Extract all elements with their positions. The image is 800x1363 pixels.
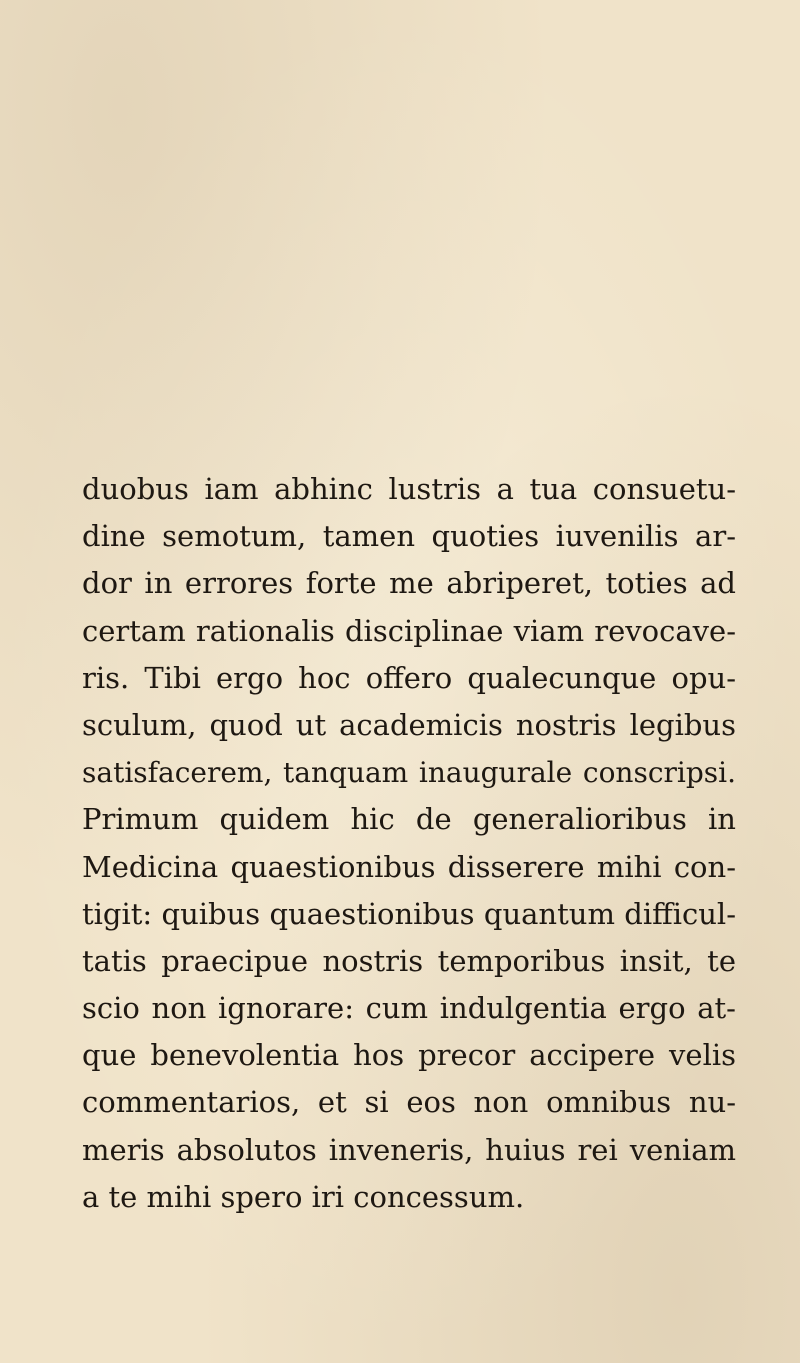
text-line: scio non ignorare: cum indulgentia ergo at-	[82, 991, 736, 1026]
text-line: meris absolutos inveneris, huius rei veniam	[82, 1132, 736, 1167]
text-line: sculum, quod ut academicis nostris legibus	[82, 707, 736, 742]
text-line: duobus iam abhinc lustris a tua consuetu-	[82, 472, 736, 506]
text-line: a te mihi spero iri concessum.	[82, 1179, 525, 1214]
text-line: Primum quidem hic de generalioribus in	[82, 802, 736, 837]
text-line: tatis praecipue nostris temporibus insit, te	[82, 943, 736, 978]
text-line: dor in errores forte me abriperet, toties ad	[82, 566, 736, 601]
text-line: certam rationalis disciplinae viam revocave-	[82, 613, 736, 648]
text-line: dine semotum, tamen quoties iuvenilis ar-	[82, 519, 736, 554]
text-line: ris. Tibi ergo hoc offero qualecunque opu-	[82, 660, 736, 695]
text-line: que benevolentia hos precor accipere velis	[82, 1038, 736, 1073]
text-line: commentarios, et si eos non omnibus nu-	[82, 1085, 736, 1120]
text-line: satisfacerem, tanquam inaugurale conscripsi.	[82, 756, 736, 790]
text-line: tigit: quibus quaestionibus quantum difficul-	[82, 896, 736, 931]
body-text	[82, 466, 736, 1221]
text-line: Medicina quaestionibus disserere mihi con-	[82, 849, 736, 884]
